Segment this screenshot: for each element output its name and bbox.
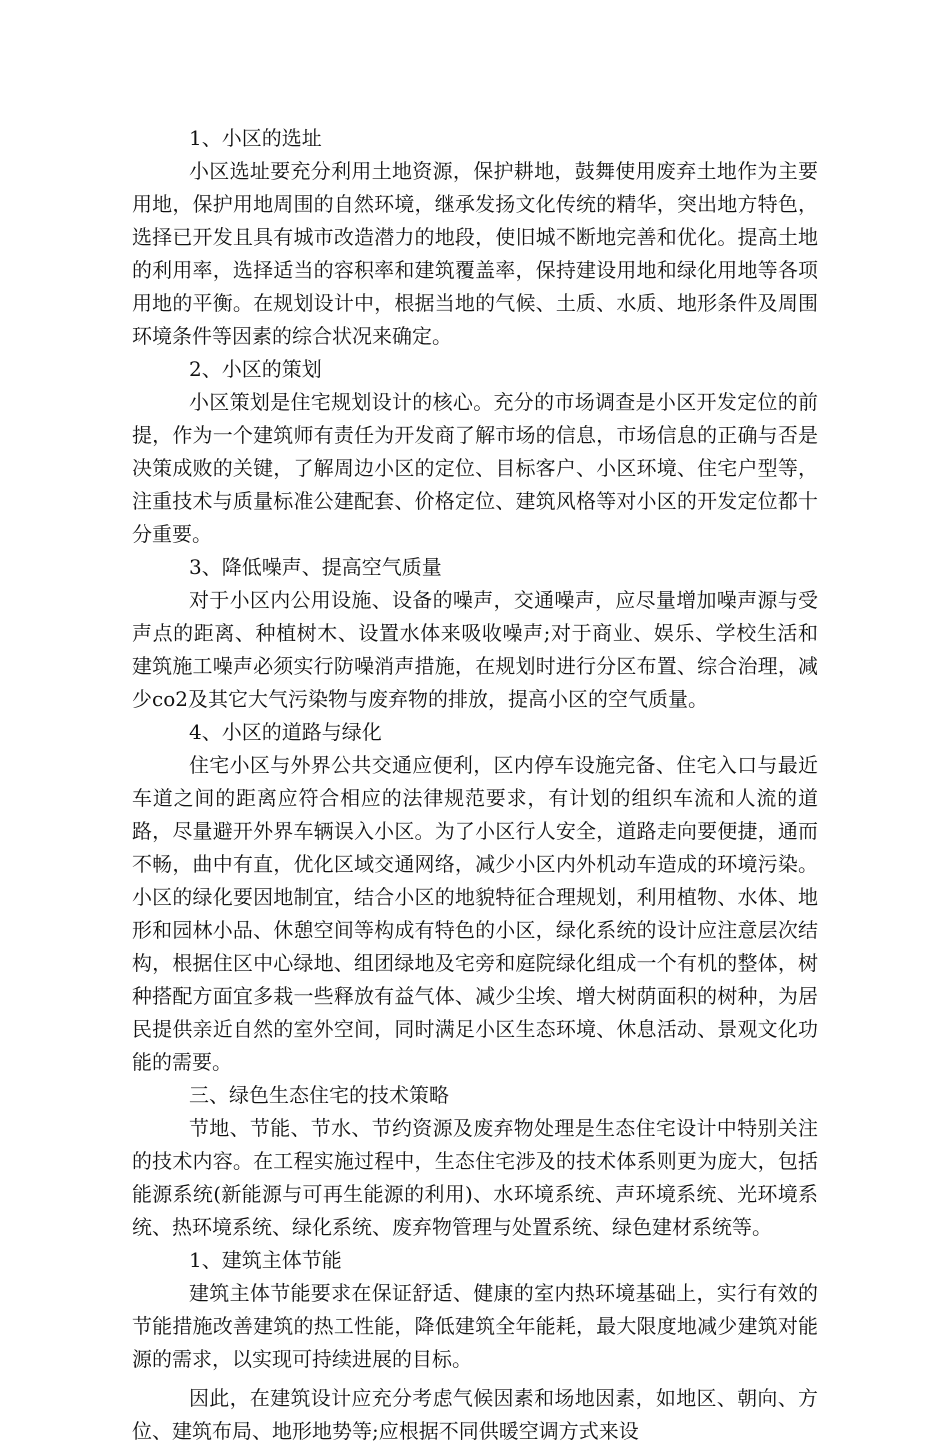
section-heading-site-selection: 1、小区的选址 bbox=[189, 126, 322, 150]
section-heading-planning: 2、小区的策划 bbox=[189, 357, 322, 381]
paragraph-technical-strategy: 节地、节能、节水、节约资源及废弃物处理是生态住宅设计中特别关注的技术内容。在工程实施过程中，生态住宅涉及的技术体系则更为庞大，包括能源系统(新能源与可再生能源的利用)、水环境系统、声环境系统、光环境系统、热环境系统、绿化系统、废弃物管理与处置系统、绿色建材系统等。 bbox=[132, 1116, 818, 1239]
paragraph-site-selection: 小区选址要充分利用土地资源，保护耕地，鼓舞使用废弃土地作为主要用地，保护用地周围的自然环境，继承发扬文化传统的精华，突出地方特色，选择已开发且具有城市改造潜力的地段，使旧城不断地完善和优化。提高土地的利用率，选择适当的容积率和建筑覆盖率，保持建设用地和绿化用地等各项用地的平衡。在规划设计中，根据当地的气候、土质、水质、地形条件及周围环境条件等因素的综合状况来确定。 bbox=[132, 159, 818, 348]
section-heading-technical-strategy: 三、绿色生态住宅的技术策略 bbox=[189, 1083, 449, 1107]
section-heading-building-energy: 1、建筑主体节能 bbox=[189, 1248, 342, 1272]
section-heading-noise-air: 3、降低噪声、提高空气质量 bbox=[189, 555, 442, 579]
document-body bbox=[132, 122, 818, 1448]
section-heading-roads-greening: 4、小区的道路与绿化 bbox=[189, 720, 382, 744]
paragraph-noise-air: 对于小区内公用设施、设备的噪声，交通噪声，应尽量增加噪声源与受声点的距离、种植树木、设置水体来吸收噪声;对于商业、娱乐、学校生活和建筑施工噪声必须实行防噪消声措施，在规划时进行分区布置、综合治理，减少co2及其它大气污染物与废弃物的排放，提高小区的空气质量。 bbox=[132, 588, 818, 711]
paragraph-design-factors: 因此，在建筑设计应充分考虑气候因素和场地因素，如地区、朝向、方位、建筑布局、地形地势等;应根据不同供暖空调方式来设 bbox=[132, 1386, 818, 1443]
paragraph-roads-greening: 住宅小区与外界公共交通应便利，区内停车设施完备、住宅入口与最近车道之间的距离应符合相应的法律规范要求，有计划的组织车流和人流的道路，尽量避开外界车辆误入小区。为了小区行人安全，道路走向要便捷，通而不畅，曲中有直，优化区域交通网络，减少小区内外机动车造成的环境污染。小区的绿化要因地制宜，结合小区的地貌特征合理规划，利用植物、水体、地形和园林小品、休憩空间等构成有特色的小区，绿化系统的设计应注意层次结构，根据住区中心绿地、组团绿地及宅旁和庭院绿化组成一个有机的整体，树种搭配方面宜多栽一些释放有益气体、减少尘埃、增大树荫面积的树种，为居民提供亲近自然的室外空间，同时满足小区生态环境、休息活动、景观文化功能的需要。 bbox=[132, 753, 818, 1074]
paragraph-building-energy: 建筑主体节能要求在保证舒适、健康的室内热环境基础上，实行有效的节能措施改善建筑的热工性能，降低建筑全年能耗，最大限度地减少建筑对能源的需求，以实现可持续进展的目标。 bbox=[132, 1281, 818, 1371]
paragraph-planning: 小区策划是住宅规划设计的核心。充分的市场调查是小区开发定位的前提，作为一个建筑师有责任为开发商了解市场的信息，市场信息的正确与否是决策成败的关键，了解周边小区的定位、目标客户、小区环境、住宅户型等，注重技术与质量标准公建配套、价格定位、建筑风格等对小区的开发定位都十分重要。 bbox=[132, 390, 818, 546]
